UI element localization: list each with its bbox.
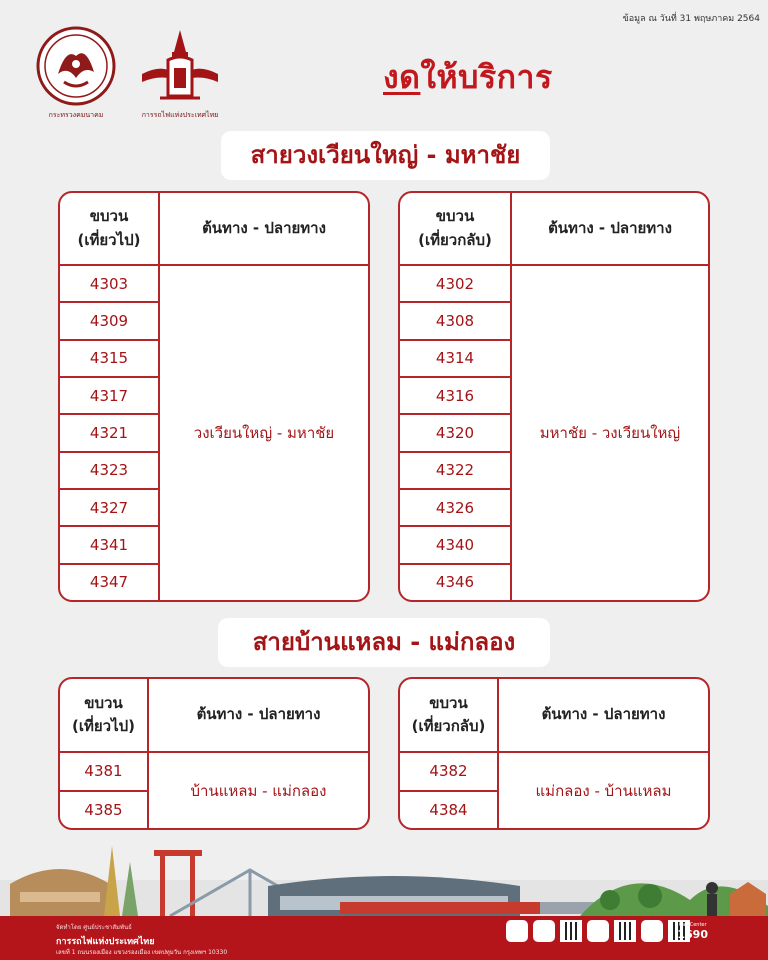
train-number: 4346 (435, 573, 475, 592)
footer-credit: จัดทำโดย ศูนย์ประชาสัมพันธ์ (56, 924, 132, 931)
footer-landmarks-illustration (0, 840, 768, 916)
train-number: 4347 (89, 573, 129, 592)
qr-code-icon[interactable] (614, 920, 636, 942)
page-title-rest: ให้บริการ (420, 58, 553, 96)
train-number: 4322 (400, 453, 510, 490)
train-number: 4320 (400, 415, 510, 452)
table-outbound-ban-laem (58, 677, 370, 830)
facebook-icon[interactable] (587, 920, 609, 942)
qr-code-icon[interactable] (560, 920, 582, 942)
train-number: 4303 (60, 266, 158, 303)
header-train-number (60, 679, 149, 751)
srt-caption: การรถไฟแห่งประเทศไทย (141, 111, 219, 119)
header-number-label: ขบวน (89, 207, 129, 226)
train-number: 4308 (400, 303, 510, 340)
table-body (60, 266, 368, 600)
train-number: 4323 (60, 453, 158, 490)
footer (0, 916, 768, 960)
header-route: ต้นทาง - ปลายทาง (548, 218, 672, 237)
table-header (60, 679, 368, 753)
train-number-column (60, 753, 149, 828)
table-header (400, 193, 708, 266)
header-number-label: ขบวน (435, 207, 475, 226)
page-title (383, 52, 553, 103)
table-inbound-mahachai (398, 191, 710, 602)
footer-app-links (506, 920, 690, 942)
header-train-number (60, 193, 160, 264)
header-direction-label: (เที่ยวไป) (71, 717, 135, 735)
table-body (400, 753, 708, 828)
table-header (400, 679, 708, 753)
table-inbound-mae-klong (398, 677, 710, 830)
call-center-label: Call Center (678, 922, 707, 928)
footer-org-name: การรถไฟแห่งประเทศไทย (56, 937, 155, 947)
line-icon[interactable] (641, 920, 663, 942)
train-number: 4327 (60, 490, 158, 527)
srt-app-icon[interactable] (533, 920, 555, 942)
header-route: ต้นทาง - ปลายทาง (541, 705, 666, 724)
route-cell: วงเวียนใหญ่ - มหาชัย (193, 424, 335, 442)
header-route: ต้นทาง - ปลายทาง (196, 705, 321, 724)
train-number: 4341 (60, 527, 158, 564)
train-number: 4326 (400, 490, 510, 527)
train-number: 4321 (60, 415, 158, 452)
ministry-seal-icon (36, 26, 116, 106)
ticket-app-icon[interactable] (506, 920, 528, 942)
ministry-caption: กระทรวงคมนาคม (48, 111, 104, 119)
route-cell: บ้านแหลม - แม่กลอง (190, 781, 327, 800)
srt-emblem-icon (138, 26, 222, 106)
footer-address: เลขที่ 1 ถนนรองเมือง แขวงรองเมือง เขตปทุมวัน กรุงเทพฯ 10330 (56, 949, 228, 956)
header-route: ต้นทาง - ปลายทาง (202, 218, 326, 237)
header-direction-label: (เที่ยวกลับ) (411, 717, 486, 735)
train-number: 4384 (429, 800, 468, 819)
train-number-column (400, 266, 512, 600)
train-number: 4314 (400, 341, 510, 378)
train-number: 4385 (84, 800, 123, 819)
table-body (60, 753, 368, 828)
train-number: 4382 (400, 753, 497, 792)
train-number: 4316 (400, 378, 510, 415)
header-direction-label: (เที่ยวกลับ) (418, 230, 492, 249)
section-title-wongwian-yai-mahachai: สายวงเวียนใหญ่ - มหาชัย (221, 131, 550, 180)
table-body (400, 266, 708, 600)
page-title-underlined: งด (383, 58, 421, 96)
header-direction-label: (เที่ยวไป) (77, 230, 141, 249)
call-center-number[interactable]: 1690 (677, 928, 708, 941)
ministry-logo (30, 26, 122, 121)
header-number-label: ขบวน (429, 693, 468, 712)
data-date: ข้อมูล ณ วันที่ 31 พฤษภาคม 2564 (622, 14, 760, 24)
train-number-column (400, 753, 499, 828)
call-center (677, 922, 708, 941)
section-title-ban-laem-mae-klong: สายบ้านแหลม - แม่กลอง (218, 618, 550, 667)
train-number: 4302 (400, 266, 510, 303)
header-train-number (400, 193, 512, 264)
table-header (60, 193, 368, 266)
table-outbound-wongwian-yai (58, 191, 370, 602)
train-number: 4317 (60, 378, 158, 415)
train-number: 4340 (400, 527, 510, 564)
train-number: 4315 (60, 341, 158, 378)
header-train-number (400, 679, 499, 751)
srt-logo (134, 26, 226, 121)
train-number-column (60, 266, 160, 600)
train-number: 4309 (60, 303, 158, 340)
route-cell: มหาชัย - วงเวียนใหญ่ (539, 424, 681, 442)
route-cell: แม่กลอง - บ้านแหลม (535, 781, 672, 800)
train-number: 4381 (60, 753, 147, 792)
header-number-label: ขบวน (84, 693, 123, 712)
